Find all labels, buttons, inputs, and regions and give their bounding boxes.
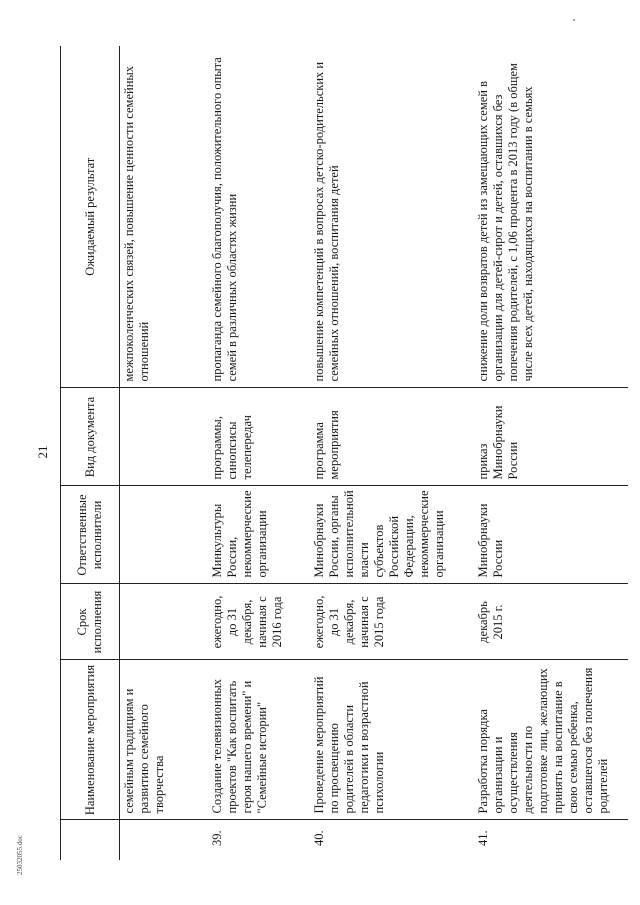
scan-speck [573,19,575,21]
cell-name: Разработка порядка организации и осуществления деятельности по подготовке лиц, желающих принять на воспитание в свою семью ребенка, оставшегося без попечения родителей [468,660,628,820]
table-row [120,46,203,860]
cell-name: семейным традициям и развитию семейного творчества [120,660,203,820]
cell-num: 40. [312,830,326,846]
cell-name: Проведение мероприятий по просвещению родителей в области педагогики и возрастной психологии [304,660,468,820]
table-row [202,46,304,860]
cell-term: ежегодно, до 31 декабря, начиная с 2016 года [202,584,304,660]
cell-doc-type: программы, синопсисы телепередач [202,388,304,486]
header-result: Ожидаемый результат [61,46,120,388]
cell-num [120,820,203,860]
rotated-table-frame [60,46,620,860]
cell-doc-type: приказ Минобрнауки России [468,388,628,486]
header-executors: Ответственные исполнители [61,486,120,584]
cell-term: ежегодно, до 31 декабря, начиная с 2015 года [304,584,468,660]
page-number: 21 [35,445,50,459]
header-term: Срок исполнения [61,584,120,660]
cell-executors [120,486,203,584]
cell-result: повышение компетенций в вопросах детско-родительских и семейных отношений, воспитания детей [304,46,468,388]
table-row [468,46,628,860]
cell-name: Создание телевизионных проектов "Как воспитать героя нашего времени" и "Семейные истории" [202,660,304,820]
header-name: Наименование мероприятия [61,660,120,820]
cell-num: 41. [476,830,490,846]
footer-filename: 25032055.doc [16,835,24,875]
cell-term: декабрь 2015 г. [468,584,628,660]
cell-result: межпоколенческих связей, повышение ценности семейных отношений [120,46,203,388]
cell-result: снижение доли возвратов детей из замещающих семей в организации для детей-сирот и детей, оставшихся без попечения родителей, с 1,06 процента в 2013 году (в общем числе всех детей, находящихся на воспитании в семьях [468,46,628,388]
cell-doc-type: программа мероприятия [304,388,468,486]
header-doc-type: Вид документа [61,388,120,486]
cell-term [120,584,203,660]
cell-result: пропаганда семейного благополучия, положительного опыта семей в различных областях жизни [202,46,304,388]
table-header-row [61,46,120,860]
cell-executors: Минкультуры России, некоммерческие организации [202,486,304,584]
table-row [304,46,468,860]
cell-doc-type [120,388,203,486]
measures-table [60,46,628,860]
header-num [61,820,120,860]
cell-executors: Минобрнауки России [468,486,628,584]
cell-executors: Минобрнауки России, органы исполнительной власти субъектов Российской Федерации, некоммерческие организации [304,486,468,584]
cell-num: 39. [210,830,224,846]
